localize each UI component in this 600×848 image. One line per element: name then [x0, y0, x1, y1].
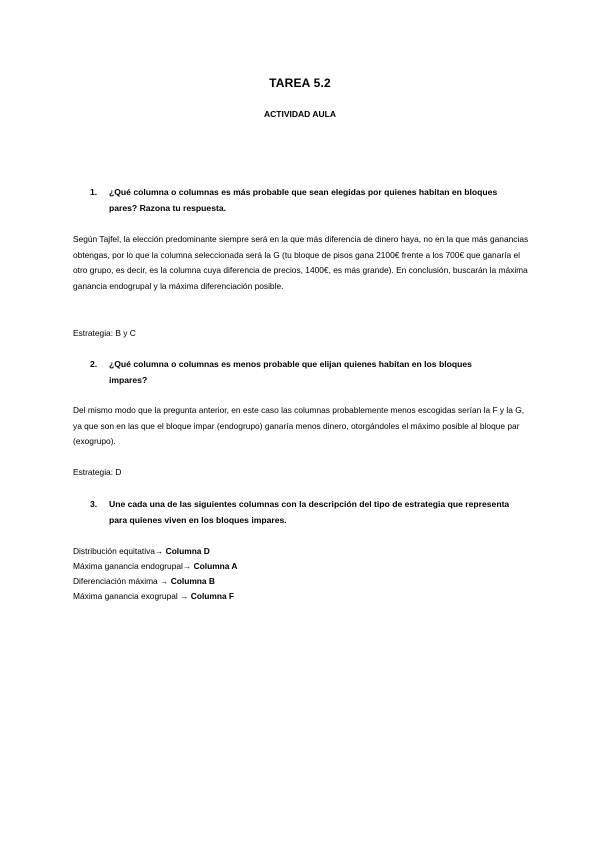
match-item	[73, 559, 237, 573]
question-2	[90, 356, 510, 388]
answer-2: Del mismo modo que la pregunta anterior, en este caso las columnas probablemente menos escogidas serían la F y la G, ya que son en las que el bloque impar (endogrupo) ganaría menos dinero, otorgándoles el máximo posible al bloque par (exogrupo).	[73, 405, 525, 446]
question-2-number: 2.	[90, 359, 98, 369]
question-3-text: Une cada una de las siguientes columnas con la descripción del tipo de estrategia que representa para quienes viven en los bloques impares.	[109, 499, 510, 525]
strategy-2: Estrategia: D	[73, 467, 122, 477]
match-column: Columna A	[193, 561, 238, 571]
question-1-number: 1.	[90, 187, 98, 197]
question-2-text: ¿Qué columna o columnas es menos probable que elijan quienes habitan en los bloques impares?	[109, 359, 472, 385]
question-1	[90, 184, 510, 216]
match-label: Diferenciación máxima →	[73, 576, 171, 586]
document-title: TAREA 5.2	[269, 76, 331, 90]
match-item	[73, 574, 215, 588]
match-label: Máxima ganancia endogrupal→	[73, 561, 194, 571]
document-subtitle: ACTIVIDAD AULA	[264, 109, 336, 119]
match-item	[73, 544, 210, 558]
match-item	[73, 589, 234, 603]
match-column: Columna B	[170, 576, 215, 586]
question-1-text: ¿Qué columna o columnas es más probable que sean elegidas por quienes habitan en bloques pares? Razona tu respuesta.	[109, 187, 498, 213]
match-label: Máxima ganancia exogrupal →	[73, 591, 191, 601]
match-column: Columna F	[190, 591, 235, 601]
match-label: Distribución equitativa→	[73, 546, 166, 556]
strategy-1: Estrategia: B y C	[73, 328, 136, 338]
question-3	[90, 496, 510, 528]
match-column: Columna D	[165, 546, 210, 556]
answer-1: Según Tajfel, la elección predominante siempre será en la que más diferencia de dinero haya, no en la que más ganancias obtengas, por lo que la columna seleccionada será la G (tu bloque de pisos gana 2100€ frente a los 700€ que ganaría el otro grupo, es decir, es la columna cuya diferencia de precios, 1400€, es más grande). En conclusión, buscarán la máxima ganancia endogrupal y la máxima diferenciación posible.	[73, 234, 529, 291]
question-3-number: 3.	[90, 499, 98, 509]
